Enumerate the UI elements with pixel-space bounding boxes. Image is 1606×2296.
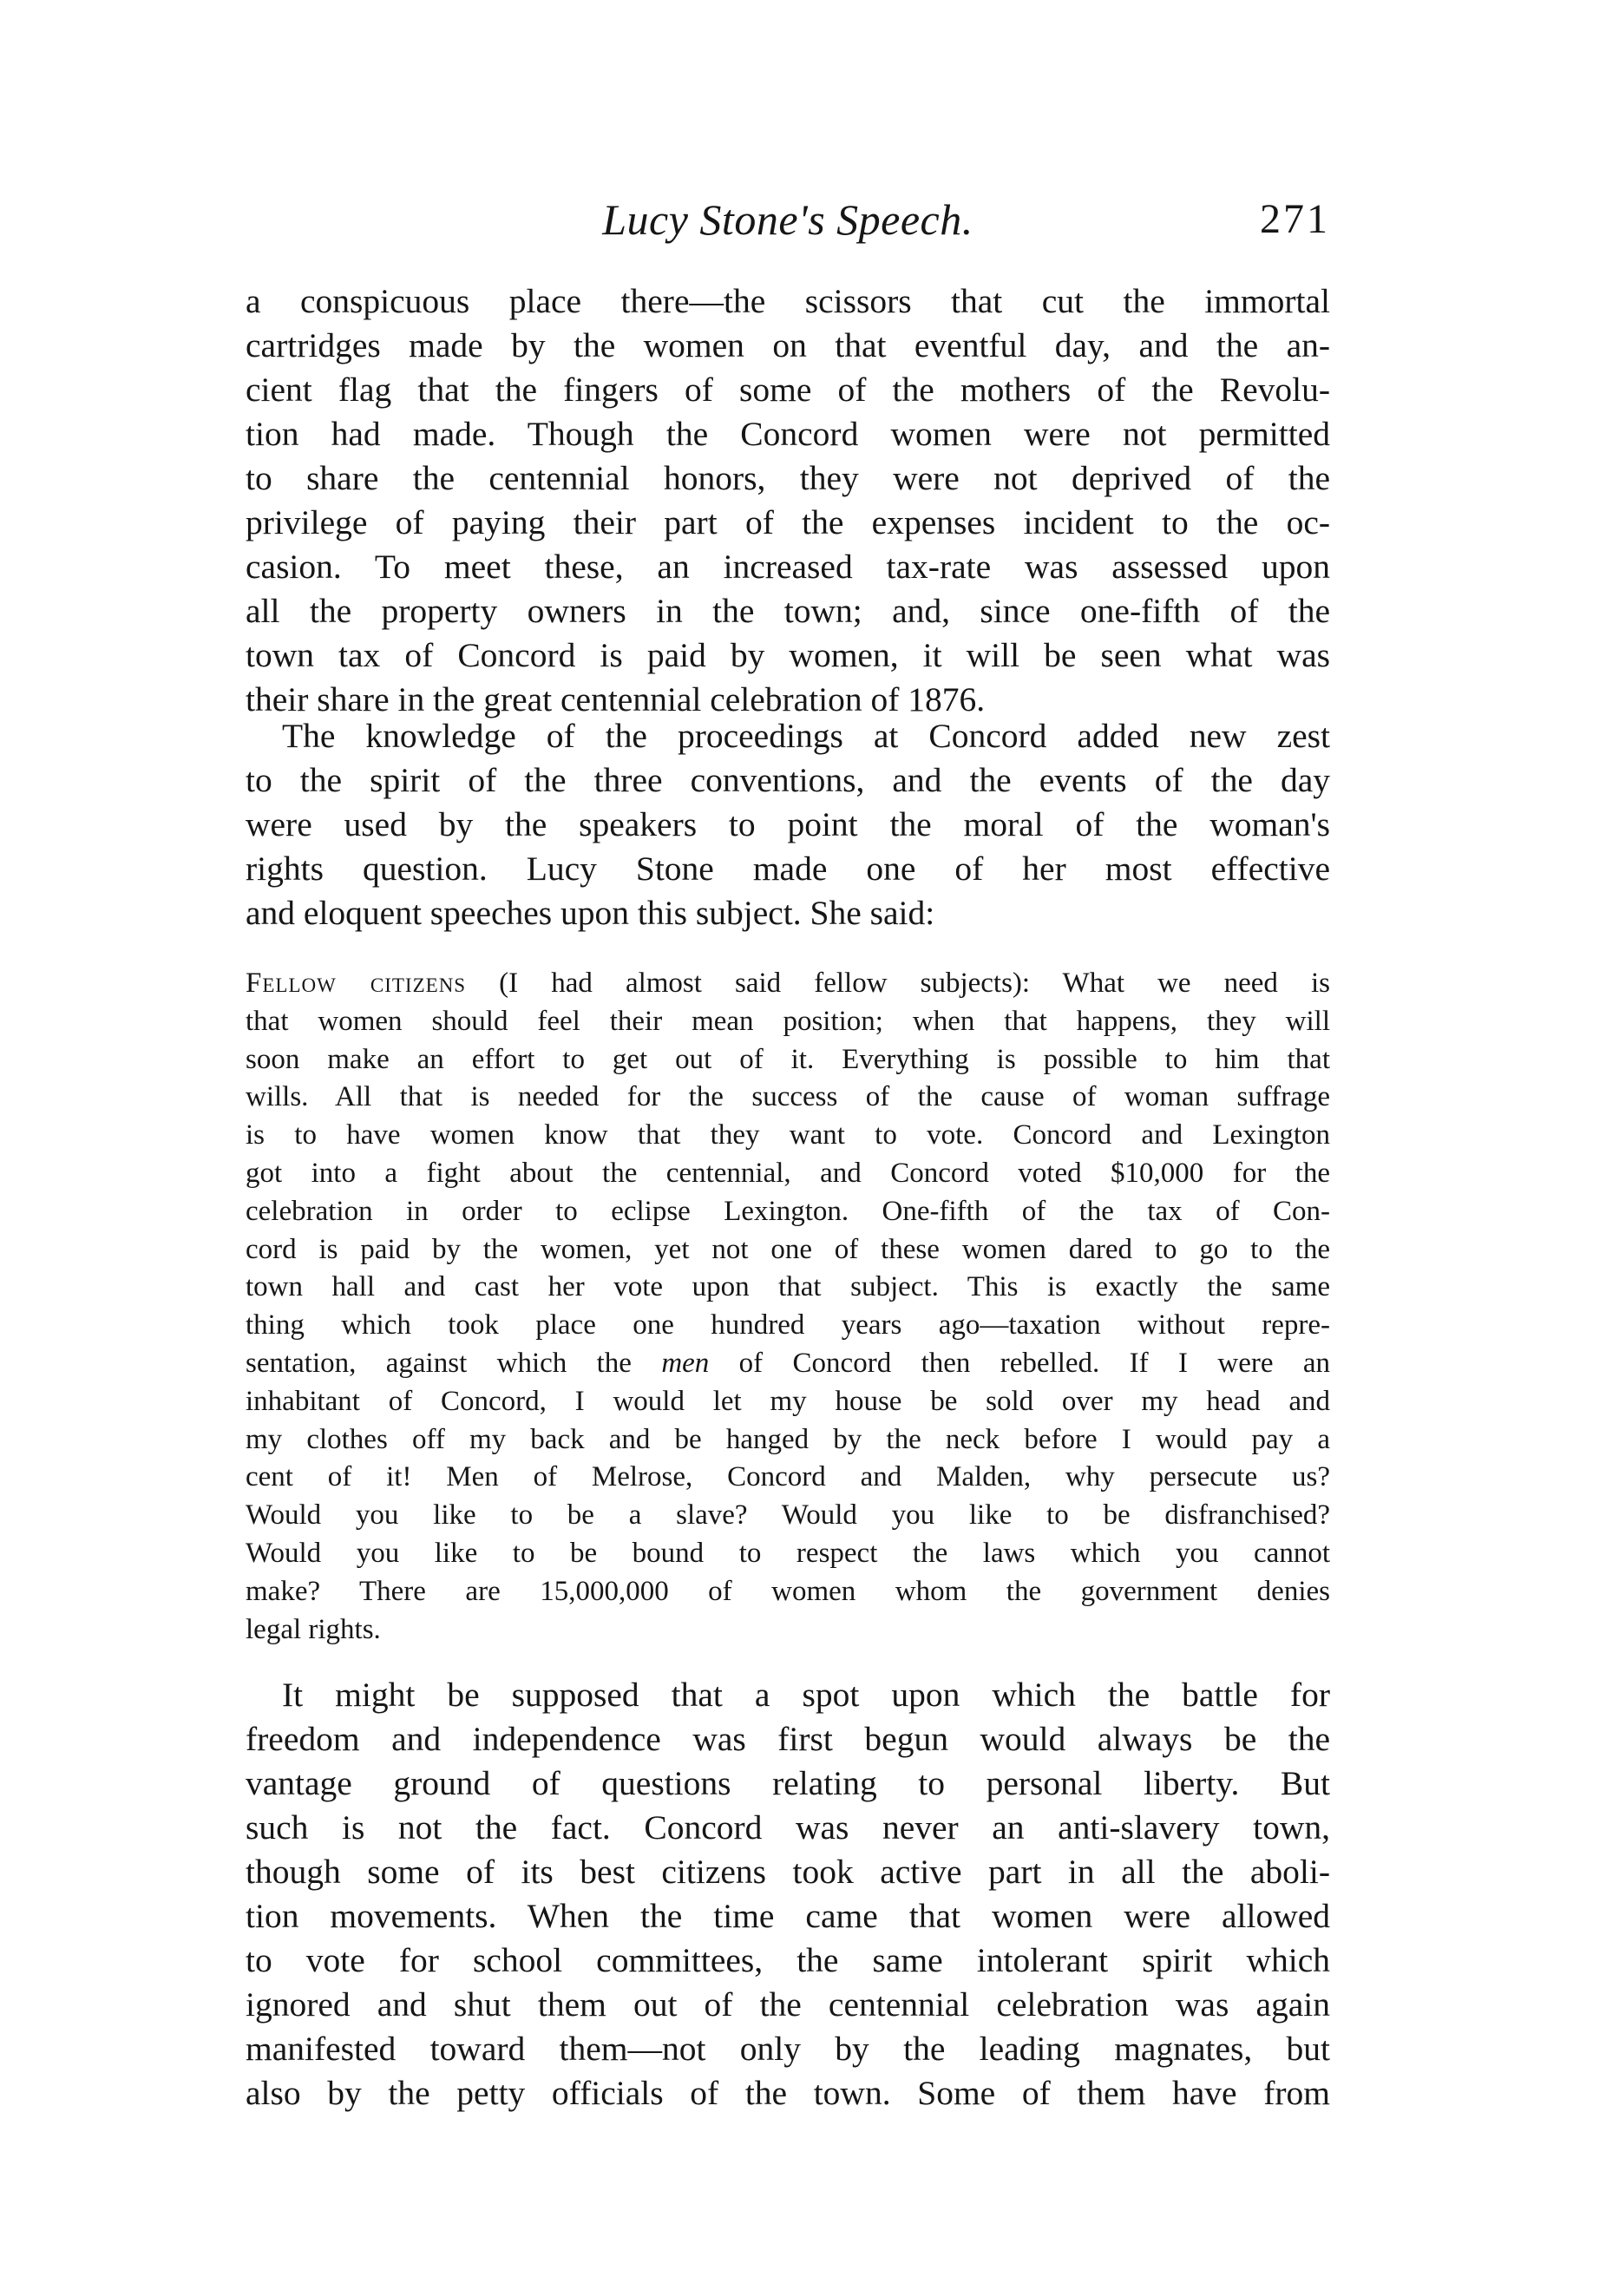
paragraph-1 bbox=[246, 279, 1330, 722]
quote-line-before: sentation, against which the bbox=[246, 1347, 662, 1379]
quote-line: Would you like to be bound to respect the laws which you cannot bbox=[246, 1537, 1330, 1569]
quote-line: wills. All that is needed for the success of the cause of woman suffrage bbox=[246, 1081, 1330, 1113]
salutation: Fellow citizens bbox=[246, 968, 467, 999]
text-line: freedom and independence was first begun would always be the bbox=[246, 1720, 1330, 1758]
quote-line bbox=[246, 965, 1330, 1003]
speech-quote bbox=[246, 965, 1330, 1649]
quote-line: thing which took place one hundred years ago—taxation without repre- bbox=[246, 1309, 1330, 1342]
text-line: were used by the speakers to point the moral of the woman's bbox=[246, 805, 1330, 843]
quote-line: that women should feel their mean position; when that happens, they will bbox=[246, 1005, 1330, 1037]
quote-line: celebration in order to eclipse Lexington. One-fifth of the tax of Con- bbox=[246, 1195, 1330, 1227]
text-line: rights question. Lucy Stone made one of her most effective bbox=[246, 850, 1330, 888]
text-line: It might be supposed that a spot upon which the battle for bbox=[282, 1676, 1330, 1714]
quote-line bbox=[246, 1345, 1330, 1383]
text-line: to vote for school committees, the same intolerant spirit which bbox=[246, 1941, 1330, 1979]
text-line: ignored and shut them out of the centennial celebration was again bbox=[246, 1985, 1330, 2024]
quote-line: Would you like to be a slave? Would you like to be disfranchised? bbox=[246, 1499, 1330, 1532]
text-line: and eloquent speeches upon this subject. She said: bbox=[246, 894, 935, 932]
page-number: 271 bbox=[1260, 196, 1330, 242]
text-line: manifested toward them—not only by the leading magnates, but bbox=[246, 2030, 1330, 2068]
italic-word-men: men bbox=[661, 1347, 710, 1379]
quote-line-after: of Concord then rebelled. If I were an bbox=[709, 1347, 1331, 1379]
text-line: to the spirit of the three conventions, and the events of the day bbox=[246, 761, 1330, 799]
text-line: casion. To meet these, an increased tax-rate was assessed upon bbox=[246, 548, 1330, 586]
quote-line-rest: (I had almost said fellow subjects): What we need is bbox=[466, 968, 1330, 999]
text-line: a conspicuous place there—the scissors that cut the immortal bbox=[246, 282, 1330, 320]
text-line: their share in the great centennial celebration of 1876. bbox=[246, 680, 986, 718]
text-line: also by the petty officials of the town. Some of them have from bbox=[246, 2074, 1330, 2112]
text-line: all the property owners in the town; and, since one-fifth of the bbox=[246, 592, 1330, 630]
text-line: privilege of paying their part of the expenses incident to the oc- bbox=[246, 503, 1330, 541]
running-title: Lucy Stone's Speech. bbox=[602, 195, 973, 244]
text-line: tion movements. When the time came that women were allowed bbox=[246, 1897, 1330, 1935]
quote-line: is to have women know that they want to vote. Concord and Lexington bbox=[246, 1119, 1330, 1151]
quote-line: soon make an effort to get out of it. Everything is possible to him that bbox=[246, 1043, 1330, 1075]
running-head bbox=[246, 189, 1330, 250]
text-line: tion had made. Though the Concord women were not permitted bbox=[246, 415, 1330, 453]
quote-line: inhabitant of Concord, I would let my house be sold over my head and bbox=[246, 1385, 1330, 1417]
quote-line: cord is paid by the women, yet not one of these women dared to go to the bbox=[246, 1233, 1330, 1265]
quote-line: town hall and cast her vote upon that subject. This is exactly the same bbox=[246, 1271, 1330, 1303]
text-line: cartridges made by the women on that eventful day, and the an- bbox=[246, 326, 1330, 364]
text-line: though some of its best citizens took active part in all the aboli- bbox=[246, 1853, 1330, 1891]
text-line: cient flag that the fingers of some of the mothers of the Revolu- bbox=[246, 371, 1330, 409]
text-line: such is not the fact. Concord was never an anti-slavery town, bbox=[246, 1808, 1330, 1847]
quote-line: got into a fight about the centennial, and Concord voted $10,000 for the bbox=[246, 1157, 1330, 1189]
paragraph-3 bbox=[246, 1673, 1330, 2116]
text-line: The knowledge of the proceedings at Concord added new zest bbox=[282, 717, 1330, 755]
quote-line: cent of it! Men of Melrose, Concord and Malden, why persecute us? bbox=[246, 1461, 1330, 1493]
quote-line: my clothes off my back and be hanged by the neck before I would pay a bbox=[246, 1423, 1330, 1455]
text-line: vantage ground of questions relating to personal liberty. But bbox=[246, 1764, 1330, 1802]
quote-line: make? There are 15,000,000 of women whom the government denies bbox=[246, 1575, 1330, 1607]
quote-line: legal rights. bbox=[246, 1613, 381, 1645]
paragraph-2 bbox=[246, 714, 1330, 935]
text-line: to share the centennial honors, they were not deprived of the bbox=[246, 459, 1330, 497]
text-line: town tax of Concord is paid by women, it will be seen what was bbox=[246, 636, 1330, 674]
